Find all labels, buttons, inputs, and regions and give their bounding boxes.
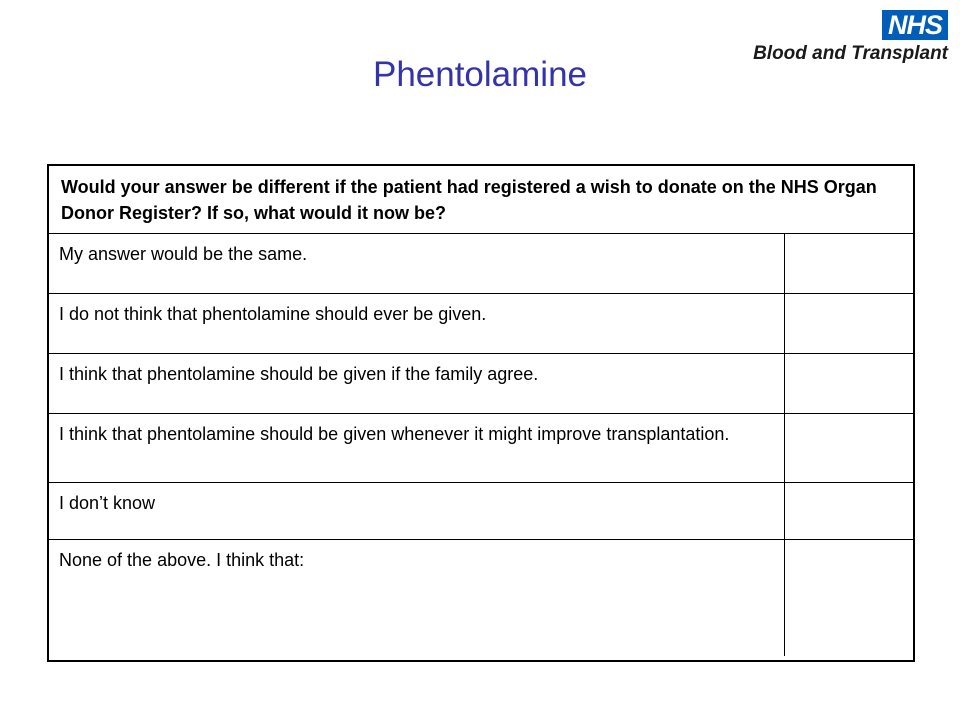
option-row — [49, 414, 913, 483]
option-label: My answer would be the same. — [49, 234, 785, 293]
option-row — [49, 483, 913, 540]
option-answer-box[interactable] — [785, 483, 913, 539]
option-row — [49, 354, 913, 414]
page-title: Phentolamine — [372, 55, 588, 94]
nhs-badge: NHS — [882, 10, 948, 40]
option-answer-box[interactable] — [785, 234, 913, 293]
option-answer-box[interactable] — [785, 414, 913, 482]
option-label: None of the above. I think that: — [49, 540, 785, 656]
option-label: I think that phentolamine should be given whenever it might improve transplantation. — [49, 414, 785, 482]
option-answer-box[interactable] — [785, 540, 913, 656]
option-row — [49, 234, 913, 294]
option-label: I do not think that phentolamine should ever be given. — [49, 294, 785, 353]
option-answer-box[interactable] — [785, 354, 913, 413]
option-label: I think that phentolamine should be given if the family agree. — [49, 354, 785, 413]
option-answer-box[interactable] — [785, 294, 913, 353]
option-label: I don’t know — [49, 483, 785, 539]
option-row — [49, 540, 913, 656]
question-text: Would your answer be different if the patient had registered a wish to donate on the NHS Organ Donor Register? If so, what would it now be? — [49, 166, 913, 234]
question-table — [47, 164, 915, 662]
option-row — [49, 294, 913, 354]
logo-text: Blood and Transplant — [753, 43, 948, 64]
